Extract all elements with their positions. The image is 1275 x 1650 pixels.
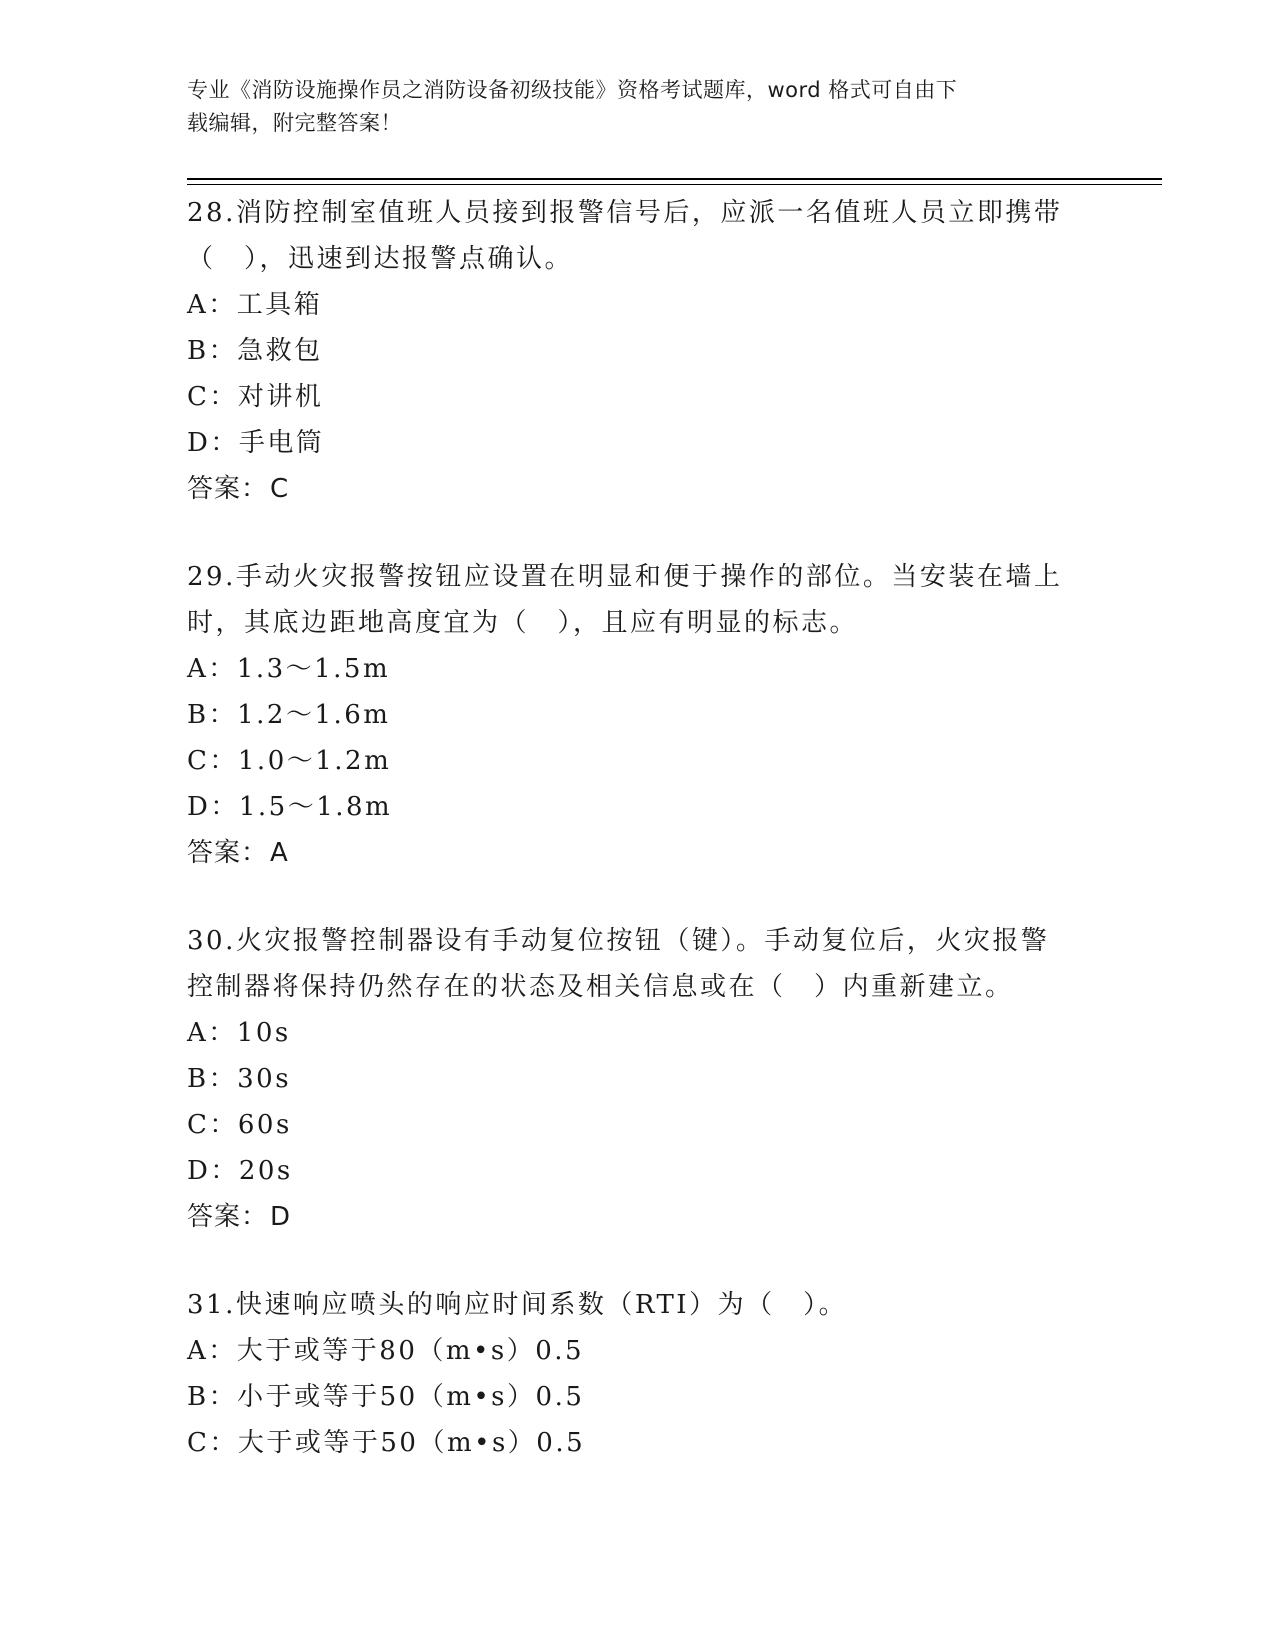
answer-value: C xyxy=(270,474,290,504)
question-28 xyxy=(187,190,1087,512)
option-d: D：20s xyxy=(187,1156,293,1186)
answer-value: D xyxy=(270,1202,292,1232)
question-stem-line-2: （ ），迅速到达报警点确认。 xyxy=(187,244,574,274)
option-a: A：10s xyxy=(187,1018,291,1048)
document-intro xyxy=(187,74,1067,140)
question-stem-line-1: 28.消防控制室值班人员接到报警信号后，应派一名值班人员立即携带 xyxy=(187,198,1063,228)
option-c: C：大于或等于50（m•s）0.5 xyxy=(187,1428,586,1458)
option-a: A：1.3～1.5m xyxy=(187,654,391,684)
option-a: A：大于或等于80（m•s）0.5 xyxy=(187,1336,585,1366)
question-29 xyxy=(187,554,1087,876)
option-a: A：工具箱 xyxy=(187,290,323,320)
answer-label: 答案： xyxy=(187,1202,269,1232)
header-divider-thin xyxy=(187,184,1162,185)
question-stem-line-2: 时，其底边距地高度宜为（ ），且应有明显的标志。 xyxy=(187,608,859,638)
option-d: D：1.5～1.8m xyxy=(187,792,393,822)
option-c: C：60s xyxy=(187,1110,292,1140)
answer-label: 答案： xyxy=(187,838,269,868)
question-stem-line-1: 31.快速响应喷头的响应时间系数（RTI）为（ ）。 xyxy=(187,1290,848,1320)
answer xyxy=(187,1194,1087,1240)
question-30 xyxy=(187,918,1087,1240)
intro-line-1: 专业《消防设施操作员之消防设备初级技能》资格考试题库，word 格式可自由下 xyxy=(187,78,958,102)
intro-line-2: 载编辑，附完整答案！ xyxy=(187,111,402,135)
answer-label: 答案： xyxy=(187,474,269,504)
question-stem-line-2: 控制器将保持仍然存在的状态及相关信息或在（ ）内重新建立。 xyxy=(187,972,1014,1002)
option-b: B：急救包 xyxy=(187,336,323,366)
question-31 xyxy=(187,1282,1087,1466)
option-d: D：手电筒 xyxy=(187,428,325,458)
option-c: C：对讲机 xyxy=(187,382,324,412)
header-divider-thick xyxy=(187,178,1162,180)
option-b: B：1.2～1.6m xyxy=(187,700,391,730)
option-b: B：小于或等于50（m•s）0.5 xyxy=(187,1382,585,1412)
answer-value: A xyxy=(270,838,289,868)
option-b: B：30s xyxy=(187,1064,292,1094)
question-list xyxy=(187,190,1087,1508)
answer xyxy=(187,830,1087,876)
question-stem-line-1: 30.火灾报警控制器设有手动复位按钮（键）。手动复位后，火灾报警 xyxy=(187,926,1050,956)
question-stem-line-1: 29.手动火灾报警按钮应设置在明显和便于操作的部位。当安装在墙上 xyxy=(187,562,1063,592)
option-c: C：1.0～1.2m xyxy=(187,746,392,776)
answer xyxy=(187,466,1087,512)
